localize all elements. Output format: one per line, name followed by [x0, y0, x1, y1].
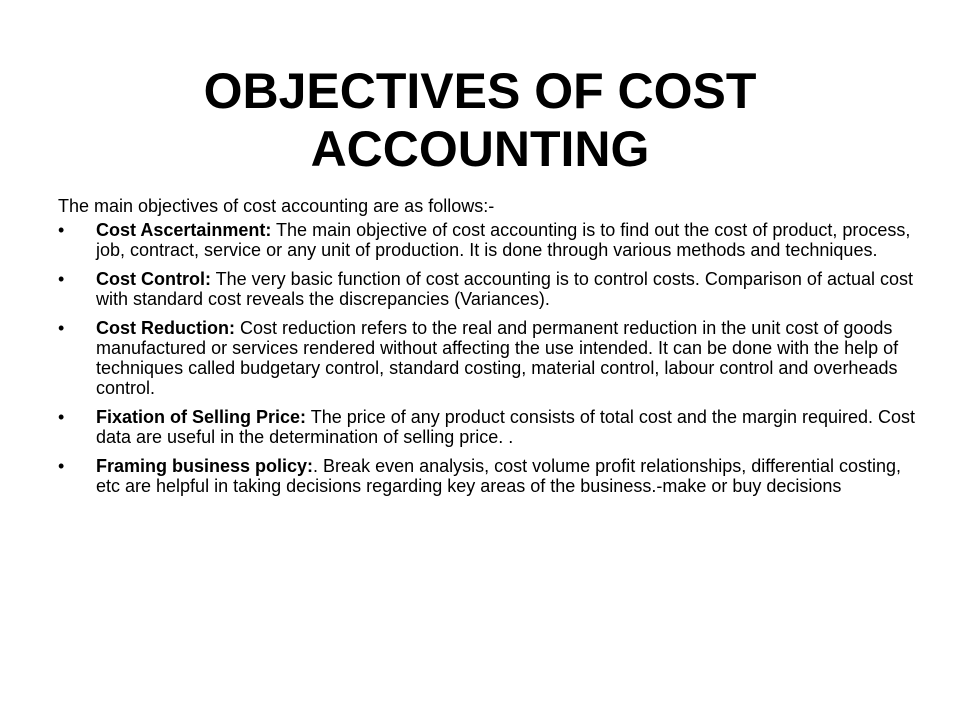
- bullet-icon: •: [58, 456, 65, 476]
- bullet-icon: •: [58, 220, 65, 240]
- item-heading: Framing business policy:: [96, 456, 314, 476]
- list-item: [58, 407, 918, 447]
- list-item: [58, 456, 918, 496]
- item-text: Cost reduction refers to the real and permanent reduction in the unit cost of goods manufactured or services rendered without affecting the use intended. It can be done with the help of techniques called budgetary control, standard costing, material control, labour control and overheads control.: [96, 318, 899, 398]
- bullet-icon: •: [58, 318, 65, 338]
- item-text: The price of any product consists of total cost and the margin required. Cost data are useful in the determination of selling price. .: [96, 407, 916, 447]
- slide-title: [0, 62, 960, 178]
- list-item: [58, 318, 918, 398]
- item-heading: Cost Control:: [96, 269, 211, 289]
- objectives-list: [58, 220, 918, 505]
- item-heading: Fixation of Selling Price:: [96, 407, 307, 427]
- list-item: [58, 269, 918, 309]
- item-heading: Cost Reduction:: [96, 318, 235, 338]
- item-heading: Cost Ascertainment:: [96, 220, 272, 240]
- item-text: The very basic function of cost accounting is to control costs. Comparison of actual cost with standard cost reveals the discrepancies (Variances).: [96, 269, 913, 309]
- title-line-1: OBJECTIVES OF COST: [203, 62, 757, 119]
- list-item: [58, 220, 918, 260]
- item-text: The main objective of cost accounting is to find out the cost of product, process, job, contract, service or any unit of production. It is done through various methods and techniques.: [96, 220, 911, 260]
- bullet-icon: •: [58, 269, 65, 289]
- title-line-2: ACCOUNTING: [310, 120, 650, 177]
- intro-text: The main objectives of cost accounting are as follows:-: [58, 196, 495, 216]
- bullet-icon: •: [58, 407, 65, 427]
- item-text: . Break even analysis, cost volume profit relationships, differential costing, etc are helpful in taking decisions regarding key areas of the business.-make or buy decisions: [96, 456, 902, 496]
